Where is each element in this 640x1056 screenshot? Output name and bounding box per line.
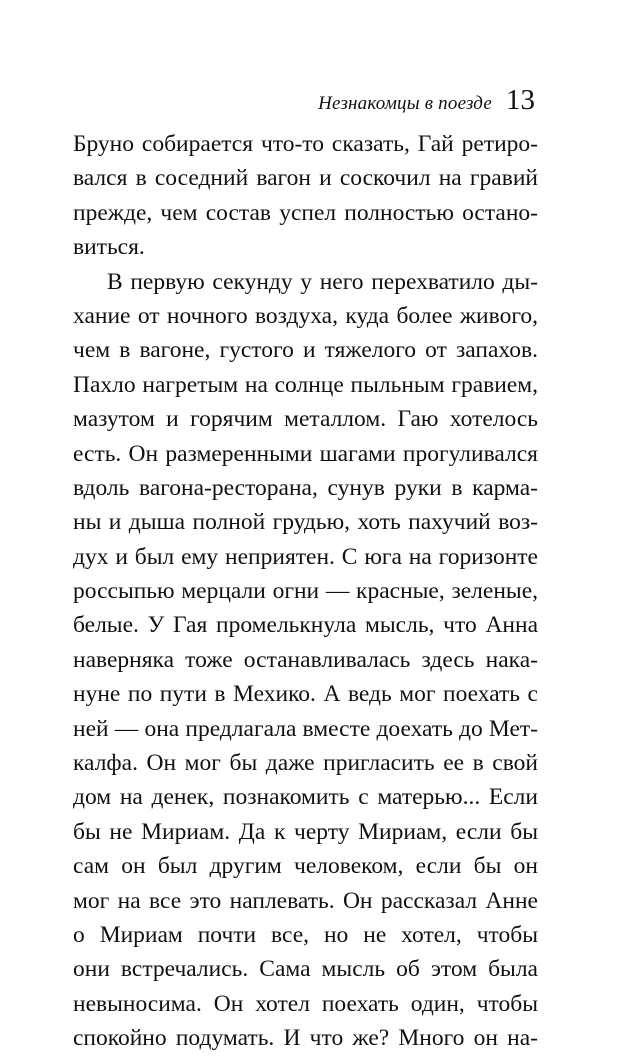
page-number: 13 (506, 84, 535, 116)
text-line: калфа. Он мог бы даже пригласить ее в свой (73, 750, 538, 777)
text-line: ны и дыша полной грудью, хоть пахучий воз- (73, 509, 538, 536)
running-header (0, 84, 535, 124)
text-line: сам он был другим человеком, если бы он (73, 853, 538, 880)
body-text (73, 127, 538, 1056)
text-line: вался в соседний вагон и соскочил на гравий (73, 165, 538, 192)
text-line: прежде, чем состав успел полностью остано- (73, 199, 538, 226)
text-line: бы не Мириам. Да к черту Мириам, если бы (73, 818, 538, 845)
text-line: нуне по пути в Мехико. А ведь мог поехать с (73, 681, 538, 708)
text-line: они встречались. Сама мысль об этом была (73, 956, 538, 983)
text-line: дух и был ему неприятен. С юга на горизонте (73, 543, 538, 570)
text-line: спокойно подумать. И что же? Много он на- (73, 1025, 538, 1052)
running-header-title: Незнакомцы в поезде (318, 93, 492, 114)
text-line: виться. (73, 234, 145, 261)
text-line: Пахло нагретым на солнце пыльным гравием, (73, 371, 538, 398)
text-line: россыпью мерцали огни — красные, зеленые, (73, 578, 538, 605)
text-line: есть. Он размеренными шагами прогуливался (73, 440, 538, 467)
text-line: хание от ночного воздуха, куда более живого, (73, 302, 538, 329)
text-line: белые. У Гая промелькнула мысль, что Анна (73, 612, 538, 639)
text-line: ней — она предлагала вместе доехать до Мет- (73, 715, 538, 742)
text-line: невыносима. Он хотел поехать один, чтобы (73, 990, 538, 1017)
text-line: чем в вагоне, густого и тяжелого от запахов. (73, 337, 538, 364)
text-line: В первую секунду у него перехватило ды- (107, 268, 538, 295)
text-line: вдоль вагона-ресторана, сунув руки в карма- (73, 474, 538, 501)
text-line: дом на денек, познакомить с матерью... Если (73, 784, 538, 811)
text-line: Бруно собирается что-то сказать, Гай ретиро- (73, 131, 538, 157)
text-line: о Мириам почти все, но не хотел, чтобы (73, 921, 538, 948)
text-line: мог на все это наплевать. Он рассказал Анне (73, 887, 538, 914)
text-line: мазутом и горячим металлом. Гаю хотелось (73, 406, 538, 433)
text-line: наверняка тоже останавливалась здесь нака- (73, 646, 538, 673)
